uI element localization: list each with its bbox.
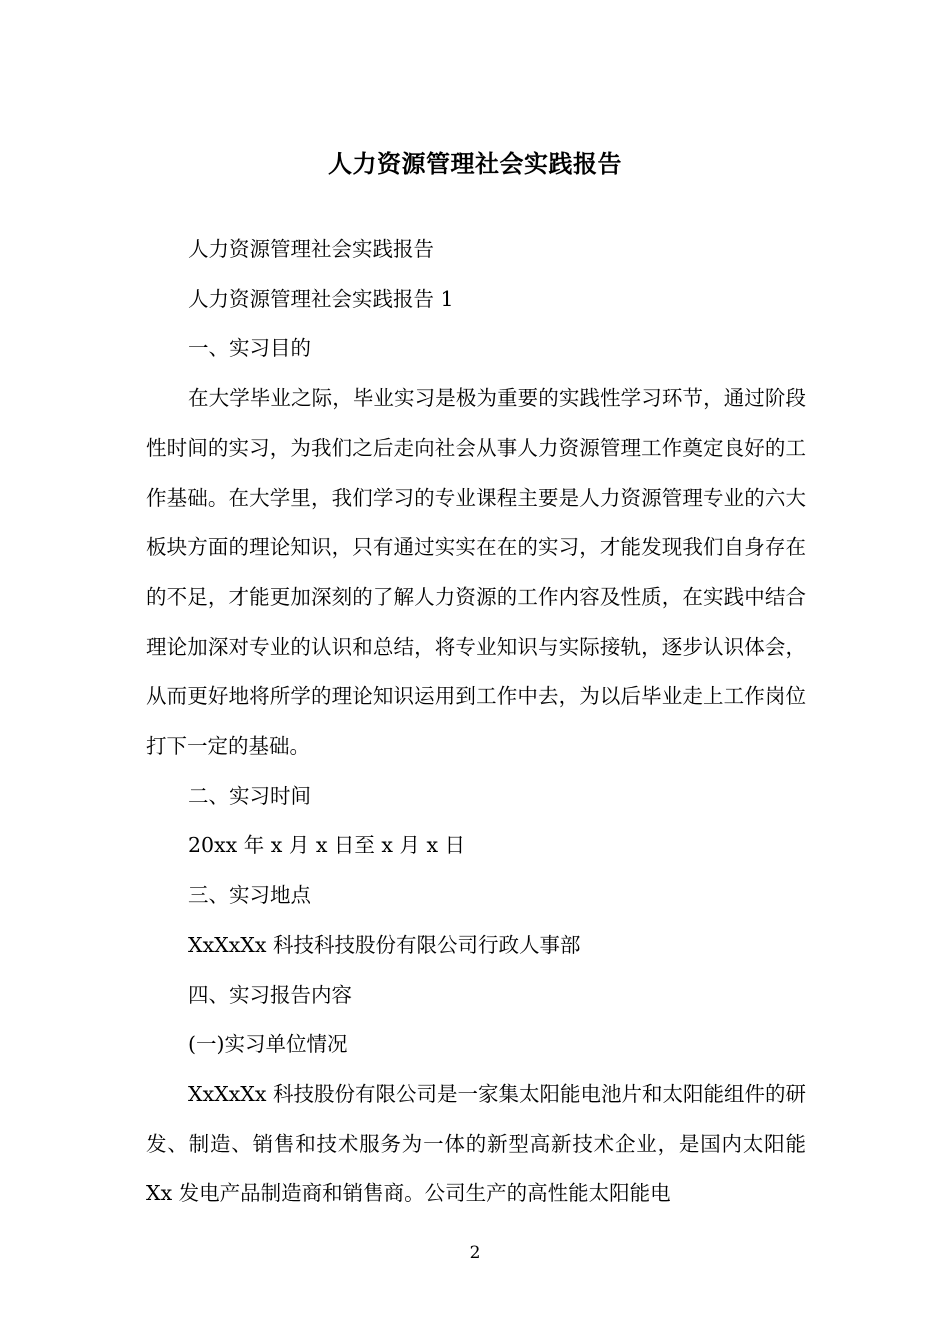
paragraph-company: XxXxXx 科技股份有限公司是一家集太阳能电池片和太阳能组件的研发、制造、销售和技术服务为一体的新型高新技术企业，是国内太阳能 Xx 发电产品制造商和销售商。公司生产的高性能太阳能电	[146, 1081, 806, 1206]
section-heading-purpose: 一、实习目的	[188, 336, 311, 361]
paragraph-report-subtitle: 人力资源管理社会实践报告 1	[188, 286, 454, 311]
paragraph-purpose: 在大学毕业之际，毕业实习是极为重要的实践性学习环节，通过阶段性时间的实习，为我们之后走向社会从事人力资源管理工作奠定良好的工作基础。在大学里，我们学习的专业课程主要是人力资源管理专业的六大板块方面的理论知识，只有通过实实在在的实习，才能发现我们自身存在的不足，才能更加深刻的了解人力资源的工作内容及性质，在实践中结合理论加深对专业的认识和总结，将专业知识与实际接轨，逐步认识体会，从而更好地将所学的理论知识运用到工作中去，为以后毕业走上工作岗位打下一定的基础。	[146, 386, 806, 759]
document-body	[146, 225, 806, 1219]
paragraph-location: XxXxXx 科技科技股份有限公司行政人事部	[188, 932, 581, 957]
page-number: 2	[469, 1243, 481, 1263]
section-heading-location: 三、实习地点	[188, 883, 311, 908]
paragraph-report-title: 人力资源管理社会实践报告	[188, 237, 434, 261]
subsection-heading-company: (一)实习单位情况	[188, 1032, 348, 1057]
document-title: 人力资源管理社会实践报告	[328, 150, 622, 178]
section-heading-content: 四、实习报告内容	[188, 982, 352, 1007]
section-heading-time: 二、实习时间	[188, 783, 311, 808]
paragraph-time: 20xx 年 x 月 x 日至 x 月 x 日	[188, 833, 466, 858]
